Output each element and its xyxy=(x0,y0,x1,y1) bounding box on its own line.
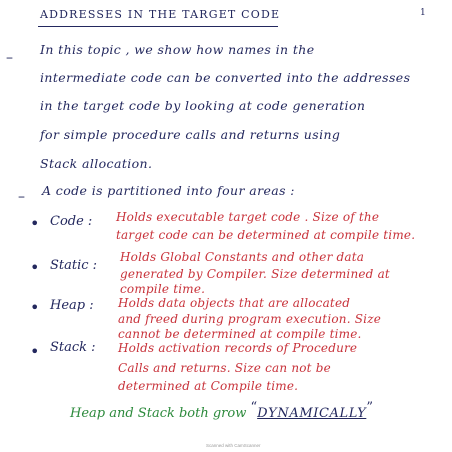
area-desc-line: generated by Compiler. Size determined at xyxy=(120,267,390,281)
dash-marker: – xyxy=(6,50,13,66)
scanner-watermark: Scanned with CamScanner xyxy=(206,443,261,448)
bullet: • xyxy=(30,298,40,317)
area-desc-line: Holds activation records of Procedure xyxy=(118,341,358,355)
intro-line: for simple procedure calls and returns using xyxy=(40,127,341,142)
area-desc-line: determined at Compile time. xyxy=(118,379,299,393)
area-desc-line: Holds executable target code . Size of the xyxy=(116,210,380,224)
intro-line: Stack allocation. xyxy=(40,156,153,171)
page-number: 1 xyxy=(420,8,426,18)
open-quote: “ xyxy=(250,400,258,415)
partition-line: A code is partitioned into four areas : xyxy=(42,183,295,198)
title-underline xyxy=(38,26,278,27)
closing-prefix: Heap and Stack both grow xyxy=(70,406,247,421)
closing-statement xyxy=(70,400,373,421)
intro-line: in the target code by looking at code generation xyxy=(40,98,366,113)
area-desc-line: Holds Global Constants and other data xyxy=(120,250,365,264)
intro-line: In this topic , we show how names in the xyxy=(40,42,315,57)
bullet: • xyxy=(30,258,40,277)
emphasis-word: DYNAMICALLY xyxy=(257,406,367,421)
area-desc-line: compile time. xyxy=(120,282,206,296)
page-title: ADDRESSES IN THE TARGET CODE xyxy=(40,8,281,21)
bullet: • xyxy=(30,214,40,233)
area-desc-line: target code can be determined at compile time. xyxy=(116,228,416,242)
area-desc-line: and freed during program execution. Size xyxy=(118,312,382,326)
area-label-code: Code : xyxy=(50,214,93,229)
area-desc-line: Holds data objects that are allocated xyxy=(118,296,351,310)
close-quote: ” xyxy=(366,400,373,415)
bullet: • xyxy=(30,342,40,361)
intro-line: intermediate code can be converted into the addresses xyxy=(40,70,411,85)
area-label-heap: Heap : xyxy=(50,298,94,313)
area-desc-line: cannot be determined at compile time. xyxy=(118,327,362,341)
area-desc-line: Calls and returns. Size can not be xyxy=(118,361,331,375)
area-label-static: Static : xyxy=(50,258,98,273)
area-label-stack: Stack : xyxy=(50,340,96,355)
dash-marker: – xyxy=(18,189,25,205)
